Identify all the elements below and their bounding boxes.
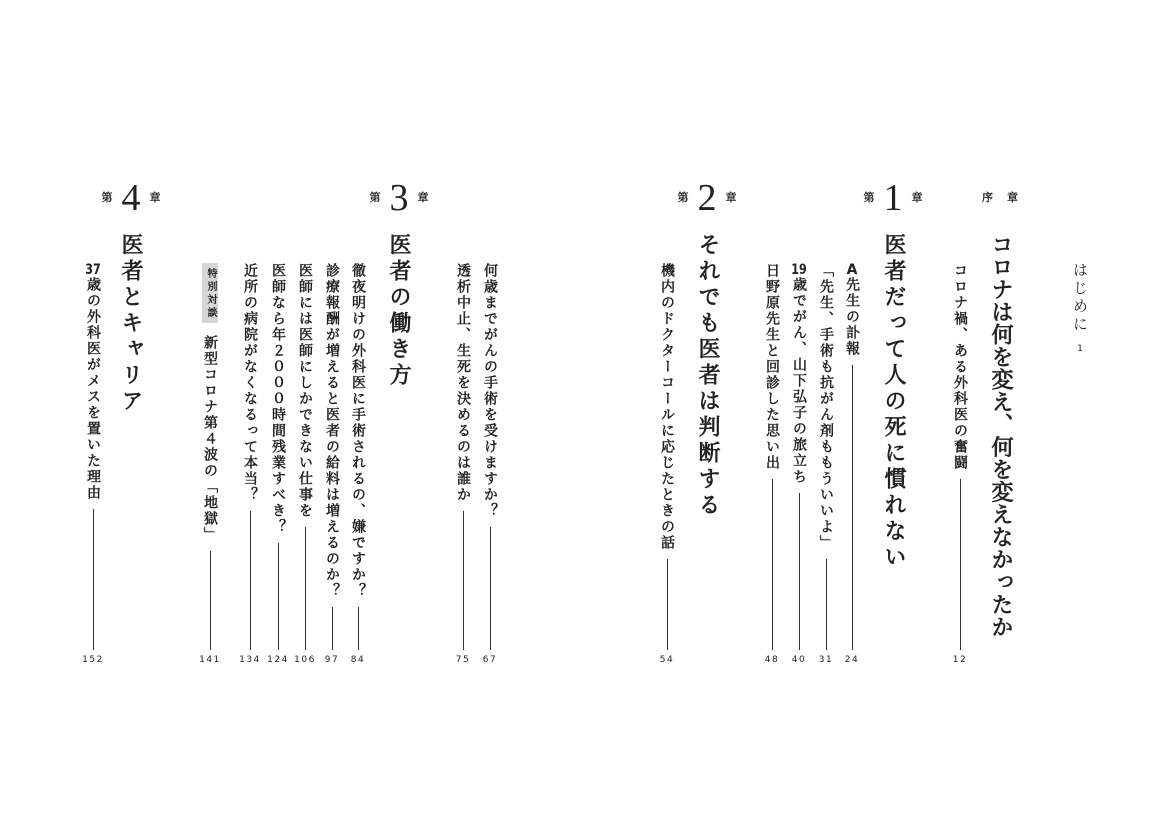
toc-entry: [657, 263, 677, 665]
chapter-3-title: 医者の働き方: [386, 233, 411, 389]
leader-line: [490, 527, 491, 650]
page-number: 67: [482, 655, 498, 665]
entry-title: 診療報酬が増えると医者の給料は増えるのか？: [324, 263, 340, 599]
prologue-label: [960, 178, 1040, 218]
toc-entry: [82, 263, 104, 665]
toc-entry: [762, 263, 782, 665]
entry-title: 37歳の外科医がメスを置いた理由: [85, 263, 101, 501]
tate-chu-yoko-text: 19: [791, 263, 807, 277]
page-number: 54: [659, 655, 675, 665]
page-number: 97: [324, 655, 340, 665]
entry-title: 医師には医師にしかできない仕事を: [297, 263, 313, 519]
entry-title: 「先生、手術も抗がん剤ももういいよ」: [818, 263, 834, 551]
chapter-prefix: 第: [101, 191, 113, 204]
chapter-number: 3: [389, 177, 409, 219]
chapter-prefix: 第: [863, 191, 875, 204]
entry-title: 何歳までがんの手術を受けますか？: [482, 263, 498, 519]
leader-line: [210, 551, 211, 650]
leader-line: [463, 511, 464, 650]
special-dialogue-tag: 特別対談: [202, 263, 218, 323]
intro-title: はじめに: [1071, 262, 1089, 334]
leader-line: [93, 509, 94, 650]
toc-entry: [239, 263, 261, 665]
leader-line: [960, 479, 961, 650]
leader-line: [332, 607, 333, 650]
chapter-number: 1: [883, 177, 903, 219]
page-number: 75: [455, 655, 471, 665]
entry-title: 医師なら年２０００時間残業すべき？: [270, 263, 286, 535]
chapter-4-label: [91, 178, 171, 218]
leader-line: [358, 607, 359, 650]
chapter-suffix: 章: [417, 191, 429, 204]
toc-entry: [348, 263, 368, 665]
toc-entry: [294, 263, 316, 665]
leader-line: [305, 527, 306, 650]
chapter-number: 2: [697, 177, 717, 219]
chapter-2-title: それでも医者は判断する: [695, 233, 720, 519]
entry-title: コロナ禍、ある外科医の奮闘: [952, 263, 968, 471]
leader-line: [826, 559, 827, 650]
leader-line: [278, 543, 279, 650]
page-number: 48: [764, 655, 780, 665]
page-number: 141: [199, 655, 221, 665]
entry-title: 19歳でがん、山下弘子の旅立ち: [791, 263, 807, 485]
chapter-number: 4: [121, 177, 141, 219]
page-number: 106: [294, 655, 316, 665]
toc-entry-special: [199, 263, 221, 665]
chapter-suffix: 章: [911, 191, 923, 204]
entry-title: 徹夜明けの外科医に手術されるの、嫌ですか？: [350, 263, 366, 599]
prologue-title: コロナは何を変え、何を変えなかったか: [988, 233, 1013, 638]
entry-title: 機内のドクターコールに応じたときの話: [659, 263, 675, 551]
leader-line: [799, 493, 800, 650]
chapter-prefix: 第: [369, 191, 381, 204]
entry-title: A先生の訃報: [844, 263, 860, 357]
chapter-3-label: [359, 178, 439, 218]
tate-chu-yoko-text: A: [846, 263, 858, 277]
page-number: 12: [952, 655, 968, 665]
prologue-label-char: 序: [982, 191, 993, 204]
page-number: 40: [791, 655, 807, 665]
chapter-suffix: 章: [725, 191, 737, 204]
page-number: 124: [267, 655, 289, 665]
chapter-1-label: [853, 178, 933, 218]
leader-line: [772, 479, 773, 650]
page-number: 84: [350, 655, 366, 665]
chapter-suffix: 章: [149, 191, 161, 204]
toc-entry: [453, 263, 473, 665]
page-number: 24: [844, 655, 860, 665]
intro-page-number: 1: [1077, 344, 1083, 354]
leader-line: [852, 365, 853, 650]
page-number: 152: [82, 655, 104, 665]
chapter-2-label: [667, 178, 747, 218]
chapter-prefix: 第: [677, 191, 689, 204]
toc-entry: [842, 263, 862, 665]
page-number: 134: [239, 655, 261, 665]
toc-entry: [480, 263, 500, 665]
leader-line: [667, 559, 668, 650]
entry-title: 透析中止、生死を決めるのは誰か: [455, 263, 471, 503]
page-number: 31: [818, 655, 834, 665]
tate-chu-yoko-text: 37: [85, 263, 101, 277]
chapter-suffix: 章: [1007, 191, 1018, 204]
entry-title: 新型コロナ第４波の「地獄」: [202, 335, 218, 543]
chapter-1-title: 医者だって人の死に慣れない: [881, 233, 906, 571]
entry-title: 近所の病院がなくなるって本当？: [242, 263, 258, 503]
toc-entry: [950, 263, 970, 665]
toc-entry: [267, 263, 289, 665]
toc-entry: [322, 263, 342, 665]
chapter-4-title: 医者とキャリア: [118, 233, 143, 415]
leader-line: [250, 511, 251, 650]
entry-title: 日野原先生と回診した思い出: [764, 263, 780, 471]
toc-entry: [789, 263, 809, 665]
toc-entry: [816, 263, 836, 665]
